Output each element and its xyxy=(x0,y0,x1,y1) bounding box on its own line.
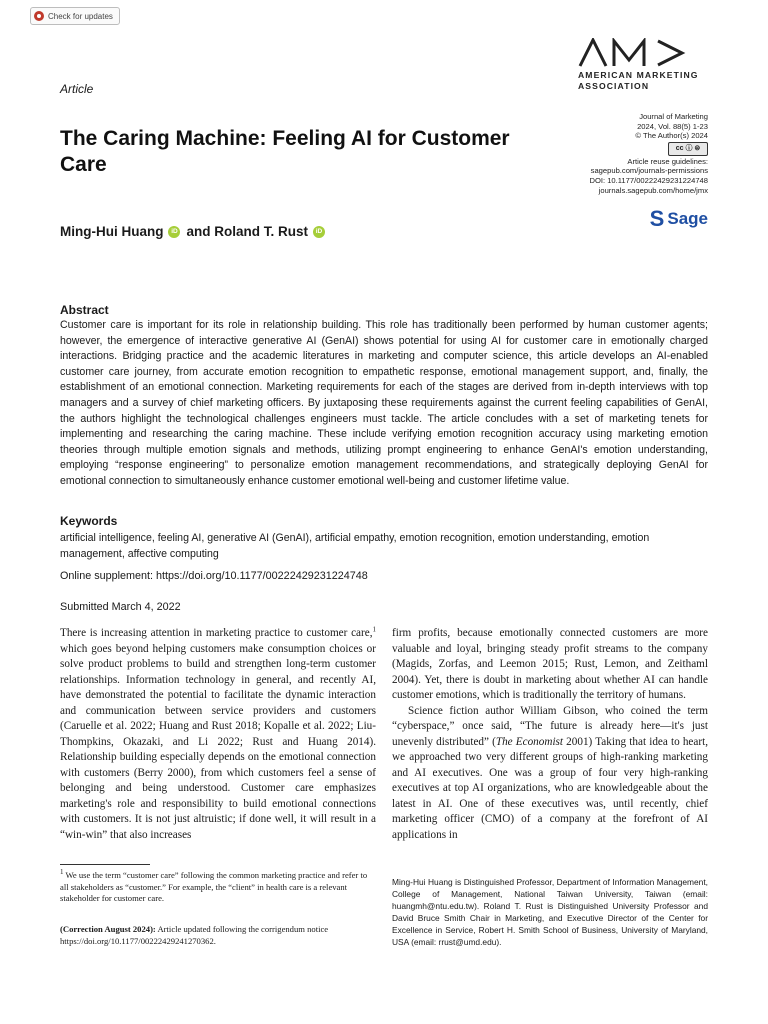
footnote-divider xyxy=(60,864,150,865)
ama-logo-mark-icon xyxy=(578,38,692,68)
check-for-updates-badge[interactable] xyxy=(30,7,120,25)
body-text: There is increasing attention in marketing practice to customer care, xyxy=(60,627,373,639)
journal-volume: 2024, Vol. 88(5) 1-23 xyxy=(637,121,708,131)
footnote-text: We use the term “customer care” following the common marketing practice and refer to all stakeholders as “customer.” For example, the “client” in health care is a relevant stakeholder for customer care. xyxy=(60,870,368,904)
footnote-marker[interactable]: 1 xyxy=(372,625,376,634)
footnote xyxy=(60,870,376,905)
ama-name-line1: AMERICAN MARKETING xyxy=(578,70,699,80)
journal-info xyxy=(488,112,708,195)
cc-license-icon[interactable]: cc ⓘ ⊜ xyxy=(668,142,708,156)
article-title: The Caring Machine: Feeling AI for Customer Care xyxy=(60,127,510,176)
sage-logo-text: Sage xyxy=(667,209,708,228)
authors xyxy=(60,224,331,239)
body-text: 2001) Taking that idea to heart, we approached two very different groups of high-ranking marketing and AI executives. One was a group of four very high-ranking executives at top AI organizations, who are knowledgeable about the latest in AI. One of these executives was, until recently, chief marketing officer (CMO) of a company at the forefront of AI applications in xyxy=(392,735,708,841)
author-rust[interactable]: and Roland T. Rust xyxy=(186,224,308,239)
doi[interactable]: DOI: 10.1177/00222429231224748 xyxy=(589,175,708,185)
orcid-icon[interactable]: iD xyxy=(313,226,325,238)
body-paragraph xyxy=(60,626,376,843)
keywords-text: artificial intelligence, feeling AI, generative AI (GenAI), artificial empathy, emotion recognition, emotion understanding, emotion management, affective computing xyxy=(60,532,650,560)
update-icon xyxy=(34,11,44,21)
ama-name-line2: ASSOCIATION xyxy=(578,81,650,91)
body-text: Science fiction author William Gibson, who coined the term “cyberspace,” once said, “The future is already here—it's just unevenly distributed” ( xyxy=(392,704,708,748)
sage-s-icon: S xyxy=(649,206,665,231)
abstract-text: Customer care is important for its role in relationship building. This role has traditionally been performed by human customer agents; however, the emergence of interactive generative AI (GenAI) shows potential for using AI for customer care in emotionally charged interactions. Bridging practice and the academic literatures in marketing and computer science, this article develops an AI-enabled customer care journey, from accurate emotion recognition to empathetic response, emotional management support, and, finally, the establishment of an emotional connection. Marketing requirements for each of the stages are derived from in-depth interviews with top managers and a survey of chief marketing officers. By juxtaposing these requirements against the current feeling capabilities of GenAI, the authors highlight the technological challenges engineers must tackle. The article concludes with a set of marketing tenets for implementing and researching the caring machine. These include verifying emotion recognition accuracy using marketing emotion theories through multiple emotion signals and methods, utilizing prompt engineering to enhance GenAI's emotion understanding, employing “response engineering” to personalize emotion management recommendations, and strategically deploying GenAI for emotional connection to simultaneously enhance customer emotional well-being and customer lifetime value. xyxy=(60,319,708,487)
ama-logo xyxy=(578,38,692,73)
body-paragraph xyxy=(392,704,708,844)
permissions-link[interactable]: sagepub.com/journals-permissions xyxy=(590,166,708,176)
abstract-heading: Abstract xyxy=(60,303,109,317)
body-text: which goes beyond helping customers make consumption choices or solve product problems to build and strengthen long-term customer relationships. Information technology in general, and recently AI, have demonstrated the potential to facilitate the dynamic interaction and communication between service providers and customers (Caruelle et al. 2022; Huang and Rust 2018; Kopalle et al. 2022; Liu-Thompkins, Okazaki, and Li 2022; Rust and Huang 2014). Relationship building especially depends on the emotional connection with customers (Berry 2000), from which customers feel a sense of belonging and being understood. Customer care emphasizes marketing's role and responsibility to build emotional connections with customers. It is not just altruistic; if done well, it will result in a “win-win” that also increases xyxy=(60,642,376,841)
author-affiliation: Ming-Hui Huang is Distinguished Professor, Department of Information Management, College of Management, National Taiwan University, Taiwan (email: huangmh@ntu.edu.tw). Roland T. Rust is Distinguished University Professor and David Bruce Smith Chair in Marketing, and Executive Director of the Center for Excellence in Service, Robert H. Smith School of Business, University of Maryland, USA (email: rrust@umd.edu). xyxy=(392,877,708,947)
body-text-italic: The Economist xyxy=(495,735,564,748)
sage-logo xyxy=(650,208,708,230)
body-column-left xyxy=(60,626,376,843)
correction-notice xyxy=(60,924,376,947)
journal-homepage-link[interactable]: journals.sagepub.com/home/jmx xyxy=(598,185,708,195)
reuse-guidelines-label: Article reuse guidelines: xyxy=(627,156,708,166)
author-huang[interactable]: Ming-Hui Huang xyxy=(60,224,164,239)
footnote-number: 1 xyxy=(60,868,64,877)
ama-name xyxy=(578,70,699,92)
check-for-updates-label: Check for updates xyxy=(48,11,113,21)
submitted-date: Submitted March 4, 2022 xyxy=(60,601,181,613)
copyright: © The Author(s) 2024 xyxy=(635,131,708,141)
journal-name: Journal of Marketing xyxy=(639,112,708,121)
online-supplement-link[interactable]: Online supplement: https://doi.org/10.1177/00222429231224748 xyxy=(60,570,368,582)
orcid-icon[interactable]: iD xyxy=(168,226,180,238)
body-column-right xyxy=(392,626,708,843)
correction-label: (Correction August 2024): xyxy=(60,924,156,934)
article-type-label: Article xyxy=(60,82,94,96)
body-paragraph: firm profits, because emotionally connected customers are more valuable and loyal, bringing steady profit streams to the company (Magids, Zorfas, and Leemon 2015; Rust, Lemon, and Zeithaml 2004). Yet, there is doubt in marketing about whether AI can handle customer emotions, which is traditionally the territory of humans. xyxy=(392,627,708,701)
correction-text: Article updated following the corrigendum notice https://doi.org/10.1177/00222429241270362. xyxy=(60,924,329,946)
keywords-heading: Keywords xyxy=(60,514,118,528)
